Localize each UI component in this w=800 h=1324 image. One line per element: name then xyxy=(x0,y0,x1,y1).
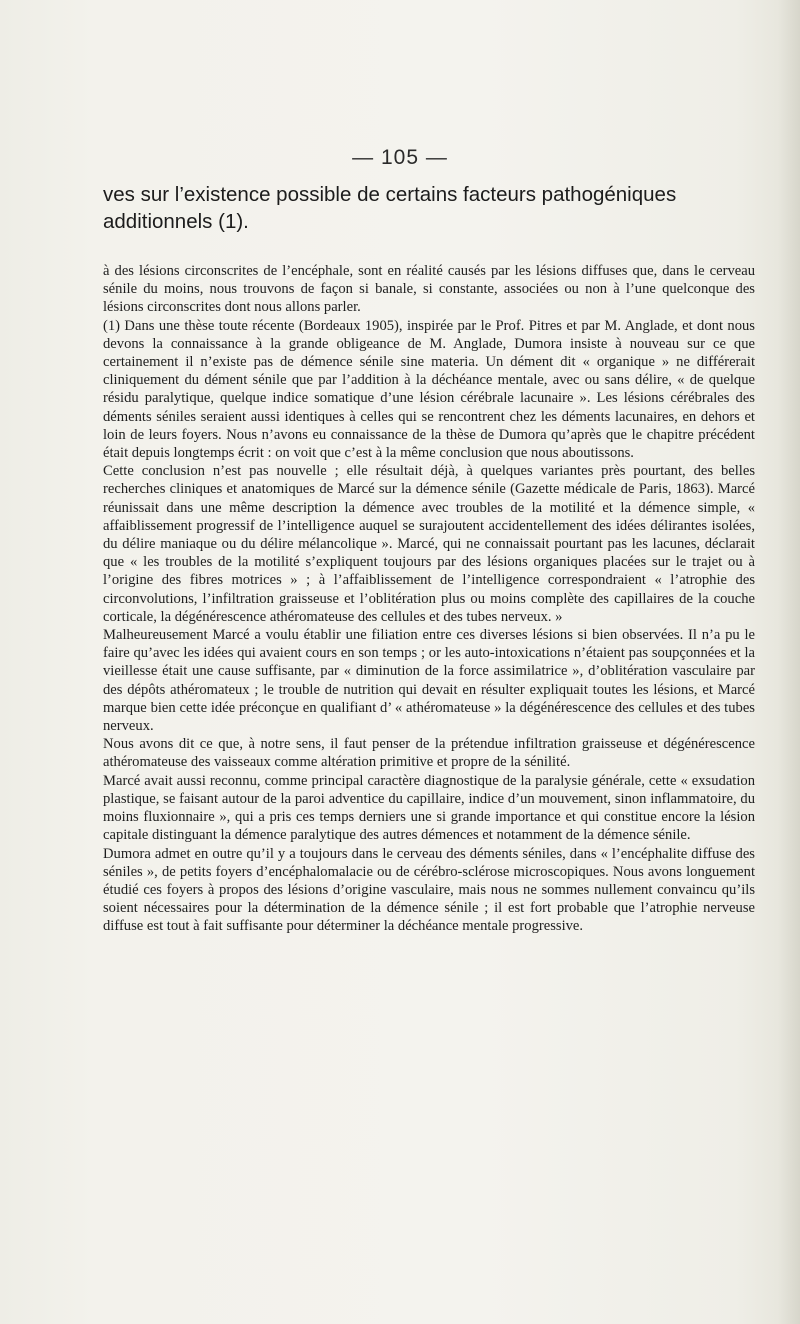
body-text xyxy=(103,262,755,936)
heading-line-1: ves sur l’existence possible de certains facteurs pathogéniques xyxy=(103,183,677,206)
paragraph-6: Dumora admet en outre qu’il y a toujours dans le cerveau des déments séniles, dans « l’encéphalite diffuse des séniles », de petits foyers d’encéphalomalacie ou de cérébro-sclérose microscopiques. Nous avons longuement étudié ces foyers à propos des lésions d’origine vasculaire, mais nous ne sommes nullement convaincu qu’ils soient nécessaires pour la détermination de la démence sénile ; il est fort probable que l’atrophie nerveuse diffuse est tout à fait suffisante pour déterminer la déchéance mentale progressive. xyxy=(103,845,755,935)
paragraph-1: à des lésions circonscrites de l’encéphale, sont en réalité causés par les lésions diffuses que, dans le cerveau sénile du moins, nous trouvons de façon si banale, si constante, associées ou non à l’une quelconque des lésions circonscrites dont nous allons parler. xyxy=(103,263,755,316)
page-number: — 105 — xyxy=(352,146,448,169)
chapter-heading xyxy=(103,181,743,235)
footnote-paragraph: (1) Dans une thèse toute récente (Bordeaux 1905), inspirée par le Prof. Pitres et par M. Anglade, et dont nous devons la connaissance à la grande obligeance de M. Anglade, Dumora insiste à nouveau sur ce que certainement il n’existe pas de démence sénile sine materia. Un dément dit « organique » ne différerait cliniquement du dément sénile que par l’addition à la déchéance mentale, avec ou sans délire, « de quelque résidu paralytique, quelque indice somatique d’une lésion cérébrale lacunaire ». Les lésions cérébrales des déments séniles seraient aussi identiques à celles qui se rencontrent chez les déments lacunaires, en dehors et loin de leurs foyers. Nous n’avons eu connaissance de la thèse de Dumora qu’après que le chapitre précédent était depuis longtemps écrit : on voit que c’est à la même conclusion que nous aboutissons. xyxy=(103,317,755,462)
heading-line-2: additionnels (1). xyxy=(103,210,249,233)
paragraph-5: Marcé avait aussi reconnu, comme principal caractère diagnostique de la paralysie générale, cette « exsudation plastique, se faisant autour de la paroi adventice du capillaire, indice d’un mouvement, sinon inflammatoire, du moins fluxionnaire », qui a pris ces temps derniers une si grande importance et qui constitue encore la lésion capitale distinguant la démence paralytique des autres démences et notamment de la démence sénile. xyxy=(103,772,755,844)
page-edge-shadow xyxy=(778,0,800,1324)
paragraph-2: Cette conclusion n’est pas nouvelle ; elle résultait déjà, à quelques variantes près pourtant, des belles recherches cliniques et anatomiques de Marcé sur la démence sénile (Gazette médicale de Paris, 1863). Marcé réunissait dans une même description la démence avec troubles de la motilité et la démence simple, « affaiblissement progressif de l’intelligence auquel se surajoutent accidentellement des idées délirantes isolées, du délire maniaque ou du délire mélancolique ». Marcé, qui ne connaissait pourtant pas les lacunes, déclarait que « les troubles de la motilité s’expliquent toujours par des lésions organiques placées sur le trajet ou à l’origine des fibres motrices » ; à l’affaiblissement de l’intelligence correspondraient « l’atrophie des circonvolutions, l’infiltration graisseuse et l’oblitération plus ou moins complète des capillaires de la couche corticale, la dégénérescence athéromateuse des cellules et des tubes nerveux. » xyxy=(103,463,755,625)
paragraph-4: Nous avons dit ce que, à notre sens, il faut penser de la prétendue infiltration graisseuse et dégénérescence athéromateuse des vaisseaux comme altération primitive et propre de la sénilité. xyxy=(103,736,755,771)
paragraph-3: Malheureusement Marcé a voulu établir une filiation entre ces diverses lésions si bien observées. Il n’a pu le faire qu’avec les idées qui avaient cours en son temps ; or les auto-intoxications n’étaient pas soupçonnées et la vieillesse était une cause suffisante, par « diminution de la force assimilatrice », d’oblitération vasculaire par des dépôts athéromateux ; le trouble de nutrition qui devait en résulter expliquait toutes les lésions, et Marcé marque bien cette idée préconçue en qualifiant d’ « athéromateuse » la dégénérescence des cellules et des tubes nerveux. xyxy=(103,627,755,735)
